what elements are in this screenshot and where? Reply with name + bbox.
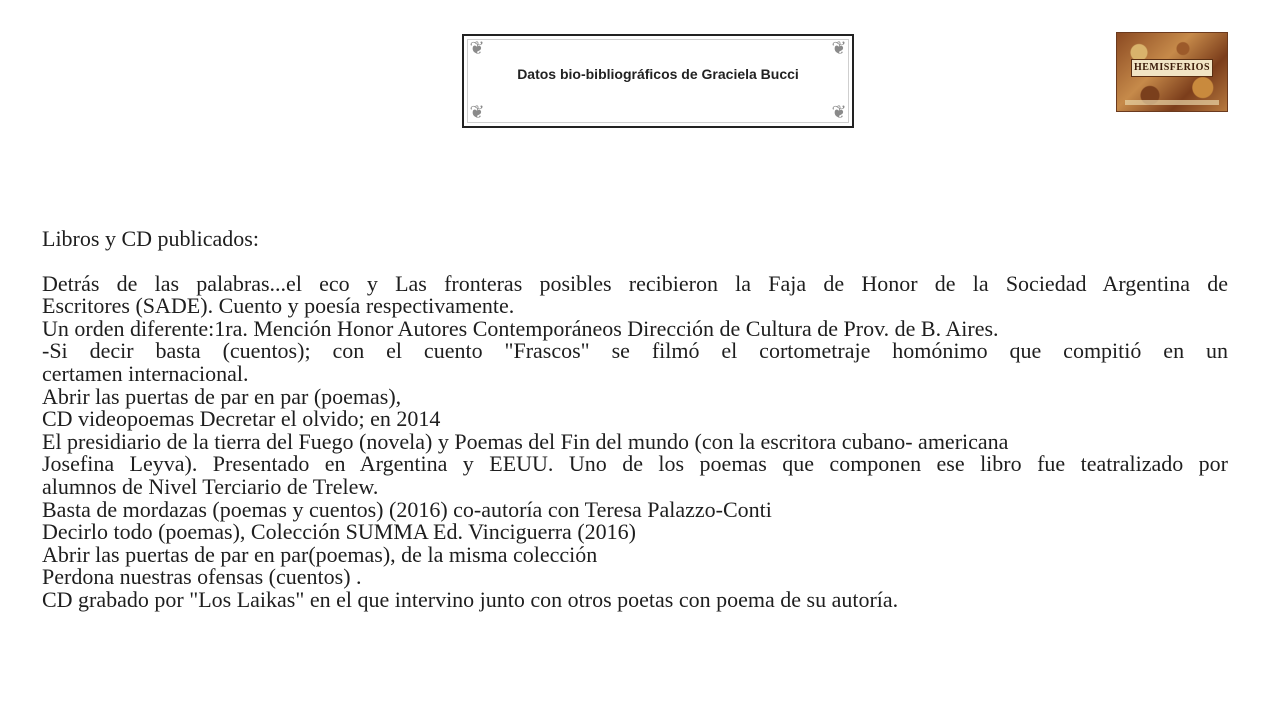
text-line: Basta de mordazas (poemas y cuentos) (2016) co-autoría con Teresa Palazzo-Conti xyxy=(42,496,772,522)
text-line: Josefina Leyva). Presentado en Argentina y EEUU. Uno de los poemas que componen ese libro fue teatralizado por xyxy=(42,451,1228,477)
text-line: Decirlo todo (poemas), Colección SUMMA Ed. Vinciguerra (2016) xyxy=(42,519,636,545)
text-line: alumnos de Nivel Terciario de Trelew. xyxy=(42,473,379,499)
publications-section xyxy=(42,228,1228,612)
text-line: CD videopoemas Decretar el olvido; en 2014 xyxy=(42,406,441,432)
page-title: Datos bio-bibliográficos de Graciela Bucci xyxy=(517,66,799,82)
title-frame xyxy=(462,34,854,128)
section-heading: Libros y CD publicados: xyxy=(42,226,259,251)
text-line: -Si decir basta (cuentos); con el cuento "Frascos" se filmó el cortometraje homónimo que compitió en un xyxy=(42,338,1228,364)
text-line: Perdona nuestras ofensas (cuentos) . xyxy=(42,564,362,590)
text-line: Escritores (SADE). Cuento y poesía respectivamente. xyxy=(42,293,515,319)
corner-ornament-icon: ❦ xyxy=(469,102,485,123)
text-line: Un orden diferente:1ra. Mención Honor Autores Contemporáneos Dirección de Cultura de Prov. de B. Aires. xyxy=(42,315,999,341)
logo-label: HEMISFERIOS xyxy=(1131,59,1213,77)
corner-ornament-icon: ❦ xyxy=(469,38,485,59)
text-line: Detrás de las palabras...el eco y Las fronteras posibles recibieron la Faja de Honor de la Sociedad Argentina de xyxy=(42,270,1228,296)
corner-ornament-icon: ❦ xyxy=(831,38,847,59)
text-line: certamen internacional. xyxy=(42,360,249,386)
logo-strip xyxy=(1125,100,1219,105)
text-line: Abrir las puertas de par en par(poemas), de la misma colección xyxy=(42,541,598,567)
text-line: El presidiario de la tierra del Fuego (novela) y Poemas del Fin del mundo (con la escritora cubano- americana xyxy=(42,428,1009,454)
corner-ornament-icon: ❦ xyxy=(831,102,847,123)
hemisferios-logo xyxy=(1116,32,1228,112)
text-line: Abrir las puertas de par en par (poemas), xyxy=(42,383,402,409)
text-line: CD grabado por "Los Laikas" en el que intervino junto con otros poetas con poema de su autoría. xyxy=(42,586,899,612)
